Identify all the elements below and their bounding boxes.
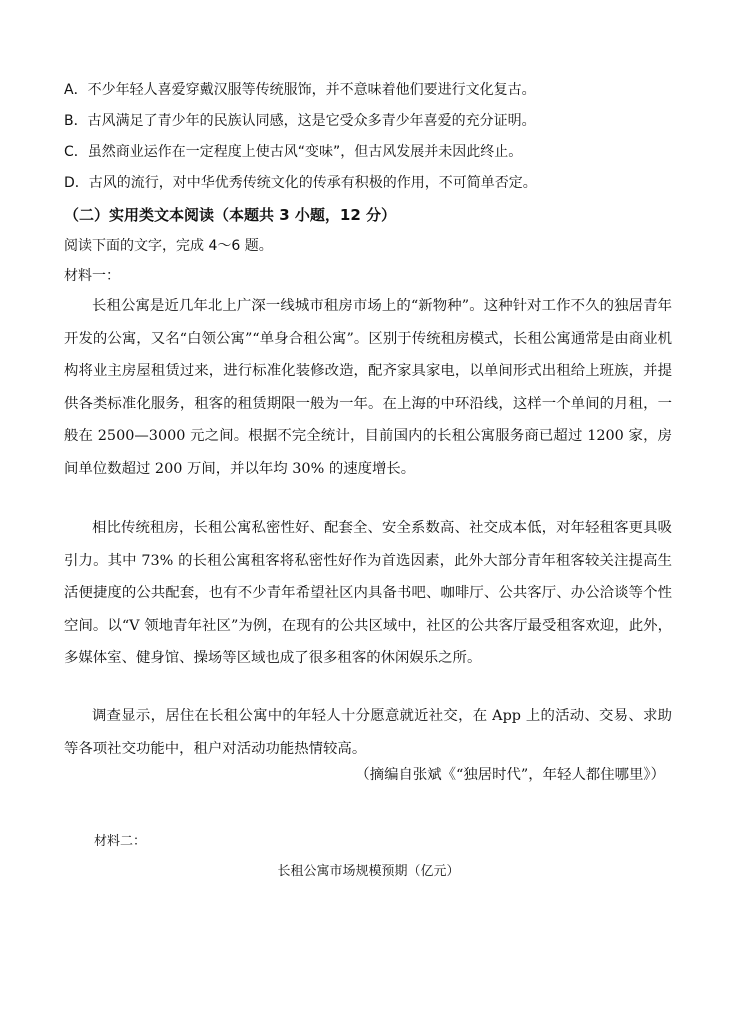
material-one-source: （摘编自张斌《“独居时代”，年轻人都住哪里》） xyxy=(355,767,665,783)
option-b: B．古风满足了青少年的民族认同感，这是它受众多青少年喜爱的充分证明。 xyxy=(64,113,536,129)
material-one-paragraph-3: 调查显示，居住在长租公寓中的年轻人十分愿意就近社交，在 App 上的活动、交易、求助等各项社交功能中，租户对活动功能热情较高。 xyxy=(64,708,672,757)
option-a: A．不少年轻人喜爱穿戴汉服等传统服饰，并不意味着他们要进行文化复古。 xyxy=(64,82,536,98)
material-two-label: 材料二： xyxy=(94,834,147,849)
chart-title: 长租公寓市场规模预期（亿元） xyxy=(277,864,460,879)
material-one-paragraph-1: 长租公寓是近几年北上广深一线城市租房市场上的“新物种”。这种针对工作不久的独居青年开发的公寓，又名“白领公寓”“单身合租公寓”。区别于传统租房模式，长租公寓通常是由商业机构将业主房屋租赁过来，进行标准化装修改造，配齐家具家电，以单间形式出租给上班族，并提供各类标准化服务，租客的租赁期限一般为一年。在上海的中环沿线，这样一个单间的月租，一般在 2500—3000 元之间。根据不完全统计，目前国内的长租公寓服务商已超过 1200 家，房间单位数超过 200 万间，并以年均 30% 的速度增长。 xyxy=(64,298,672,477)
section-instruction: 阅读下面的文字，完成 4～6 题。 xyxy=(64,238,273,254)
section-title: （二）实用类文本阅读（本题共 3 小题，12 分） xyxy=(64,206,396,224)
option-c: C．虽然商业运作在一定程度上使古风“变味”，但古风发展并未因此终止。 xyxy=(64,144,523,160)
option-d: D．古风的流行，对中华优秀传统文化的传承有积极的作用，不可简单否定。 xyxy=(64,175,537,191)
material-one-label: 材料一： xyxy=(64,268,120,284)
material-one-paragraph-2: 相比传统租房，长租公寓私密性好、配套全、安全系数高、社交成本低，对年轻租客更具吸引力。其中 73% 的长租公寓租客将私密性好作为首选因素，此外大部分青年租客较关注提高生活便捷度的公共配套，也有不少青年希望社区内具备书吧、咖啡厅、公共客厅、办公洽谈等个性空间。以“V 领地青年社区”为例，在现有的公共区域中，社区的公共客厅最受租客欢迎，此外，多媒体室、健身馆、操场等区域也成了很多租客的休闲娱乐之所。 xyxy=(64,520,672,666)
